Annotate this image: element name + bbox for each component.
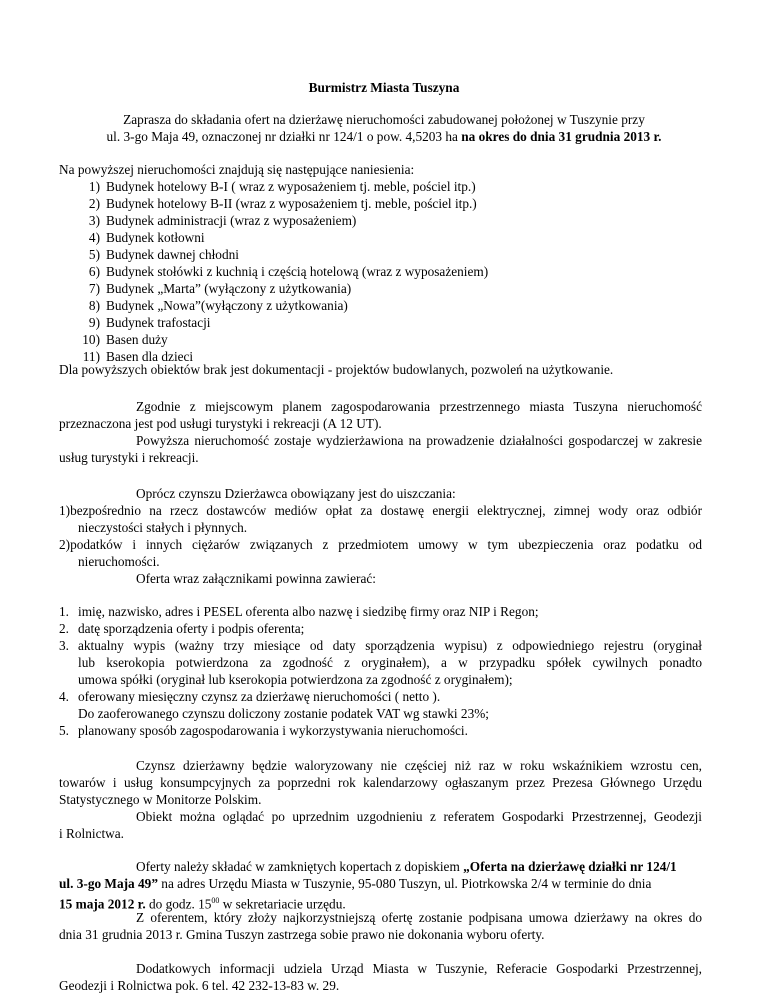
building-item: Budynek stołówki z kuchnią i częścią hotelową (wraz z wyposażeniem)	[106, 264, 489, 279]
document-title: Burmistrz Miasta Tuszyna	[308, 80, 460, 95]
obligation-2-line-2: nieruchomości.	[78, 554, 160, 569]
purpose-line-1: Powyższa nieruchomość zostaje wydzierżawiona na prowadzenie działalności gospodarczej w zakresie	[136, 433, 702, 448]
obligation-1-line-2: nieczystości stałych i płynnych.	[78, 520, 248, 535]
offer-item-3-line-2: lub kserokopia potwierdzona za zgodność z oryginałem), a w przypadku spółek cywilnych ponadto	[78, 655, 702, 670]
rent-line-1: Czynsz dzierżawny będzie waloryzowany nie częściej niż raz w roku wskaźnikiem wzrostu cen,	[136, 758, 702, 773]
zoning-line-2: przeznaczona jest pod usługi turystyki i rekreacji (A 12 UT).	[59, 416, 382, 431]
submission-place: w sekretariacie urzędu.	[219, 896, 346, 912]
building-item: Basen duży	[106, 332, 168, 347]
selection-line-2: dnia 31 grudnia 2013 r. Gmina Tuszyn zastrzega sobie prawo nie dokonania wyboru oferty.	[59, 927, 545, 942]
building-item-number: 11)	[82, 349, 100, 364]
building-item: Budynek „Nowa”(wyłączony z użytkowania)	[106, 298, 348, 313]
building-item: Basen dla dzieci	[106, 349, 194, 364]
obligation-1-line-1: 1)bezpośrednio na rzecz dostawców mediów opłat za dostawę energii elektrycznej, zimnej wody oraz odbiór	[59, 503, 702, 518]
offer-item-4-note: Do zaoferowanego czynszu doliczony zostanie podatek VAT wg stawki 23%;	[78, 706, 489, 721]
submission-line-2	[59, 875, 651, 892]
offer-item-5-number: 5.	[59, 723, 69, 738]
obligations-intro: Oprócz czynszu Dzierżawca obowiązany jest do uiszczania:	[136, 486, 456, 501]
building-item-number: 9)	[88, 315, 100, 330]
offer-item-3-line-1: aktualny wypis (ważny trzy miesiące od daty sporządzenia wypisu) z odpowiedniego rejestru (oryginał	[78, 638, 702, 653]
offer-item-1-number: 1.	[59, 604, 69, 619]
submission-deadline: 15 maja 2012 r.	[59, 896, 146, 912]
building-item-number: 7)	[88, 281, 100, 296]
building-item-number: 6)	[88, 264, 100, 279]
intro-line-2	[0, 128, 768, 145]
submission-text: Oferty należy składać w zamkniętych kopertach z dopiskiem	[136, 859, 464, 874]
building-item: Budynek „Marta” (wyłączony z użytkowania)	[106, 281, 352, 296]
viewing-line-2: i Rolnictwa.	[59, 826, 124, 841]
building-item: Budynek administracji (wraz z wyposażeniem)	[106, 213, 357, 228]
offer-item-2-number: 2.	[59, 621, 69, 636]
offer-item-1: imię, nazwisko, adres i PESEL oferenta albo nazwę i siedzibę firmy oraz NIP i Regon;	[78, 604, 539, 619]
building-item-number: 2)	[88, 196, 100, 211]
building-item: Budynek hotelowy B-II (wraz z wyposażeniem tj. meble, pościel itp.)	[106, 196, 477, 211]
obligation-2-line-1: 2)podatków i innych ciężarów związanych z przedmiotem umowy w tym ubezpieczenia oraz podatku od	[59, 537, 702, 552]
building-item-number: 4)	[88, 230, 100, 245]
intro-text: ul. 3-go Maja 49, oznaczonej nr działki nr 124/1 o pow. 4,5203 ha	[106, 129, 462, 144]
intro-line-1: Zaprasza do składania ofert na dzierżawę nieruchomości zabudowanej położonej w Tuszynie przy	[123, 112, 645, 127]
building-item-number: 8)	[88, 298, 100, 313]
selection-line-1: Z oferentem, który złoży najkorzystniejszą ofertę zostanie podpisana umowa dzierżawy na okres do	[136, 910, 702, 925]
offer-item-3-line-3: umowa spółki (oryginał lub kserokopia potwierdzona za zgodność z oryginałem);	[78, 672, 513, 687]
submission-address: na adres Urzędu Miasta w Tuszynie, 95-080 Tuszyn, ul. Piotrkowska 2/4 w terminie do dnia	[157, 876, 652, 891]
offer-item-3-number: 3.	[59, 638, 69, 653]
building-item: Budynek trafostacji	[106, 315, 211, 330]
submission-minutes: 00	[211, 896, 220, 905]
building-item-number: 10)	[82, 332, 100, 347]
buildings-heading: Na powyższej nieruchomości znajdują się następujące naniesienia:	[59, 162, 415, 177]
submission-hour: do godz. 15	[145, 896, 212, 912]
building-item-number: 5)	[88, 247, 100, 262]
purpose-line-2: usług turystyki i rekreacji.	[59, 450, 199, 465]
viewing-line-1: Obiekt można oglądać po uprzednim uzgodnieniu z referatem Gospodarki Przestrzennej, Geodezji	[136, 809, 702, 824]
rent-line-3: Statystycznego w Monitorze Polskim.	[59, 792, 262, 807]
lease-period: na okres do dnia 31 grudnia 2013 r.	[461, 129, 662, 144]
envelope-label: „Oferta na dzierżawę działki nr 124/1	[463, 859, 677, 874]
buildings-note: Dla powyższych obiektów brak jest dokumentacji - projektów budowlanych, pozwoleń na użytkowanie.	[59, 362, 614, 377]
building-item-number: 3)	[88, 213, 100, 228]
offer-heading: Oferta wraz załącznikami powinna zawierać:	[136, 571, 376, 586]
building-item-number: 1)	[88, 179, 100, 194]
building-item: Budynek dawnej chłodni	[106, 247, 239, 262]
offer-item-4: oferowany miesięczny czynsz za dzierżawę nieruchomości ( netto ).	[78, 689, 441, 704]
envelope-label-cont: ul. 3-go Maja 49”	[59, 876, 158, 891]
building-item: Budynek hotelowy B-I ( wraz z wyposażeniem tj. meble, pościel itp.)	[106, 179, 476, 194]
building-item: Budynek kotłowni	[106, 230, 205, 245]
rent-line-2: towarów i usług konsumpcyjnych za poprzedni rok kalendarzowy ogłaszanym przez Prezesa Głównego Urzędu	[59, 775, 702, 790]
offer-item-4-number: 4.	[59, 689, 69, 704]
zoning-line-1: Zgodnie z miejscowym planem zagospodarowania przestrzennego miasta Tuszyna nieruchomość	[136, 399, 702, 414]
contact-line-1: Dodatkowych informacji udziela Urząd Miasta w Tuszynie, Referacie Gospodarki Przestrzennej,	[136, 961, 702, 976]
offer-item-2: datę sporządzenia oferty i podpis oferenta;	[78, 621, 305, 636]
submission-line-1	[136, 858, 677, 875]
offer-item-5: planowany sposób zagospodarowania i wykorzystywania nieruchomości.	[78, 723, 468, 738]
contact-line-2: Geodezji i Rolnictwa pok. 6 tel. 42 232-13-83 w. 29.	[59, 978, 340, 993]
